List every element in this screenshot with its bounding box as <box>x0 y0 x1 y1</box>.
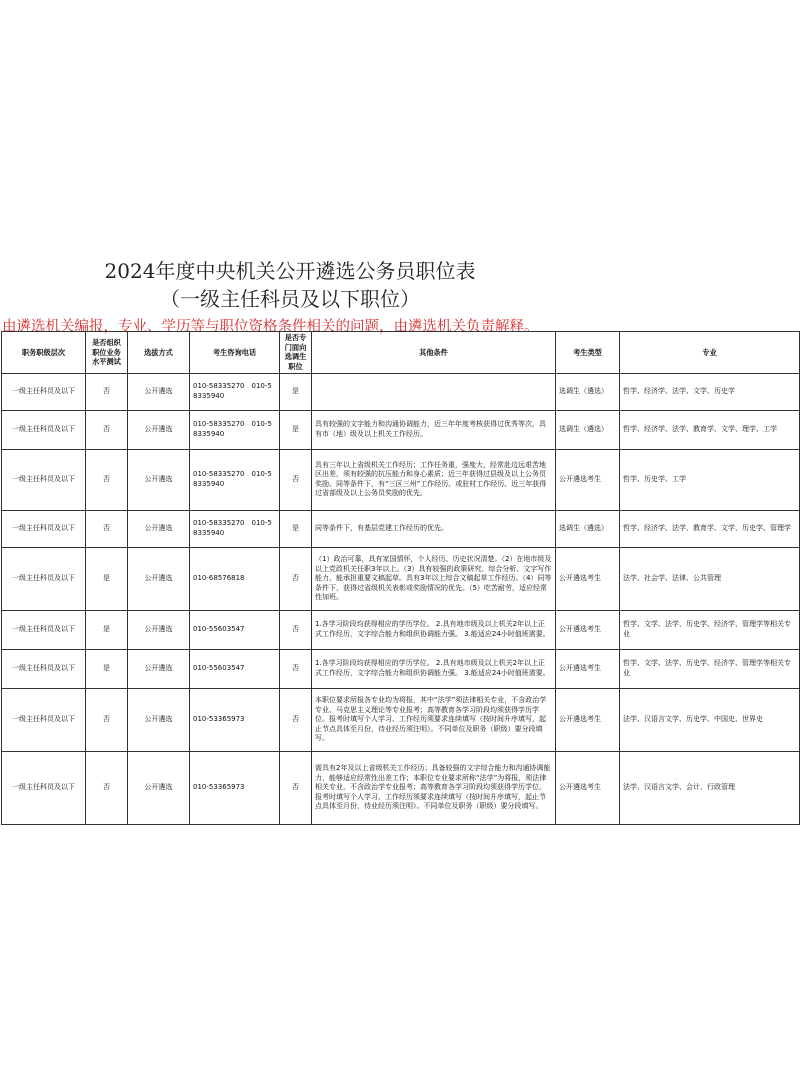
cell-test: 否 <box>86 373 128 410</box>
cell-method: 公开遴选 <box>128 510 190 547</box>
cell-method: 公开遴选 <box>128 373 190 410</box>
header-phone: 考生咨询电话 <box>190 332 280 374</box>
header-special: 是否专门面向选调生职位 <box>280 332 312 374</box>
cell-phone: 010-53365973 <box>190 751 280 824</box>
cell-special: 否 <box>280 688 312 751</box>
cell-phone: 010-53365973 <box>190 688 280 751</box>
cell-test: 是 <box>86 649 128 688</box>
cell-level: 一级主任科员及以下 <box>2 510 86 547</box>
cell-method: 公开遴选 <box>128 547 190 610</box>
cell-method: 公开遴选 <box>128 751 190 824</box>
page-title: 2024年度中央机关公开遴选公务员职位表 <box>104 259 476 283</box>
cell-type: 公开遴选考生 <box>556 649 620 688</box>
cell-type: 公开遴选考生 <box>556 449 620 510</box>
cell-level: 一级主任科员及以下 <box>2 751 86 824</box>
cell-type: 公开遴选考生 <box>556 688 620 751</box>
cell-major: 哲学、文学、法学、历史学、经济学、管理学等相关专业 <box>620 610 800 649</box>
header-test: 是否组织职位业务水平测试 <box>86 332 128 374</box>
cell-phone: 010-58335270 010-58335940 <box>190 510 280 547</box>
cell-major: 法学、社会学、法律、公共管理 <box>620 547 800 610</box>
cell-level: 一级主任科员及以下 <box>2 449 86 510</box>
cell-special: 否 <box>280 610 312 649</box>
cell-test: 否 <box>86 688 128 751</box>
cell-conditions <box>312 373 556 410</box>
cell-type: 公开遴选考生 <box>556 547 620 610</box>
cell-method: 公开遴选 <box>128 610 190 649</box>
positions-table <box>1 331 800 825</box>
header-type: 考生类型 <box>556 332 620 374</box>
cell-level: 一级主任科员及以下 <box>2 649 86 688</box>
cell-conditions: 1.各学习阶段均获得相应的学历学位。 2.具有地市级及以上机关2年以上正式工作经历，文字综合能力和组织协调能力强。 3.能适应24小时值班需要。 <box>312 649 556 688</box>
cell-type: 公开遴选考生 <box>556 610 620 649</box>
cell-conditions: 具有三年以上省级机关工作经历；工作任务重，强度大，经常赴边远艰苦地区出差，须有较强的抗压能力和身心素质；近三年获得过县级及以上公务员奖励。同等条件下，有“三区三州”工作经历、或驻村工作经历、近三年获得过省部级及以上公务员奖励的优先。 <box>312 449 556 510</box>
cell-test: 否 <box>86 449 128 510</box>
cell-type: 公开遴选考生 <box>556 751 620 824</box>
cell-major: 哲学、历史学、工学 <box>620 449 800 510</box>
cell-special: 否 <box>280 649 312 688</box>
table-row <box>2 510 800 547</box>
table-row <box>2 688 800 751</box>
cell-conditions: 本职位要求所报各专业均为将报，其中“法学”须法律相关专业，不含政治学专业、马克思主义理论等专业报考；高等教育各学习阶段均须获得学历学位。报考时填写个人学习、工作经历须要求连续填写（按时间升序填写，起止节点具体至月份，待业经历须注明）。不同单位及职务（职级）要分段填写。 <box>312 688 556 751</box>
cell-special: 否 <box>280 751 312 824</box>
table-row <box>2 649 800 688</box>
cell-test: 是 <box>86 547 128 610</box>
cell-major: 哲学、经济学、法学、教育学、文学、历史学、管理学 <box>620 510 800 547</box>
cell-level: 一级主任科员及以下 <box>2 610 86 649</box>
cell-major: 哲学、经济学、法学、文学、历史学 <box>620 373 800 410</box>
table-row <box>2 610 800 649</box>
cell-phone: 010-55603547 <box>190 649 280 688</box>
cell-test: 是 <box>86 610 128 649</box>
header-major: 专业 <box>620 332 800 374</box>
page-subtitle: （一级主任科员及以下职位） <box>160 287 420 311</box>
cell-conditions: 具有较强的文字能力和沟通协调能力，近三年年度考核获得过优秀等次，具有市（地）级及以上机关工作经历。 <box>312 410 556 449</box>
cell-special: 是 <box>280 410 312 449</box>
cell-major: 法学、汉语言文学、会计、行政管理 <box>620 751 800 824</box>
cell-test: 否 <box>86 410 128 449</box>
table-row <box>2 751 800 824</box>
table-row <box>2 449 800 510</box>
cell-test: 否 <box>86 510 128 547</box>
cell-phone: 010-55603547 <box>190 610 280 649</box>
cell-type: 选调生（遴选） <box>556 373 620 410</box>
cell-phone: 010-68576818 <box>190 547 280 610</box>
cell-special: 是 <box>280 373 312 410</box>
header-method: 选拔方式 <box>128 332 190 374</box>
cell-level: 一级主任科员及以下 <box>2 547 86 610</box>
cell-method: 公开遴选 <box>128 649 190 688</box>
cell-test: 否 <box>86 751 128 824</box>
cell-conditions: 1.各学习阶段均获得相应的学历学位。 2.具有地市级及以上机关2年以上正式工作经历，文字综合能力和组织协调能力强。 3.能适应24小时值班需要。 <box>312 610 556 649</box>
table-row <box>2 547 800 610</box>
cell-type: 选调生（遴选） <box>556 410 620 449</box>
cell-level: 一级主任科员及以下 <box>2 688 86 751</box>
cell-conditions: 需具有2年及以上省级机关工作经历；具备较强的文字综合能力和沟通协调能力，能够适应经常性出差工作；本职位专业要求所称“法学”为将报，须法律相关专业，不含政治学专业报考；高等教育各学习阶段均须获得学历学位。报考时填写个人学习、工作经历须要求连续填写（按时间升序填写，起止节点具体至月份，待业经历须注明）。不同单位及职务（职级）要分段填写。 <box>312 751 556 824</box>
cell-method: 公开遴选 <box>128 449 190 510</box>
cell-method: 公开遴选 <box>128 688 190 751</box>
cell-major: 哲学、经济学、法学、教育学、文学、理学、工学 <box>620 410 800 449</box>
cell-special: 否 <box>280 449 312 510</box>
header-conditions: 其他条件 <box>312 332 556 374</box>
cell-special: 是 <box>280 510 312 547</box>
cell-phone: 010-58335270 010-58335940 <box>190 373 280 410</box>
cell-phone: 010-58335270 010-58335940 <box>190 449 280 510</box>
cell-level: 一级主任科员及以下 <box>2 410 86 449</box>
header-level: 职务职级层次 <box>2 332 86 374</box>
table-header-row <box>2 332 800 374</box>
cell-major: 哲学、文学、法学、历史学、经济学、管理学等相关专业 <box>620 649 800 688</box>
cell-method: 公开遴选 <box>128 410 190 449</box>
cell-conditions: （1）政治可靠，具有家国情怀，个人经历、历史状况清楚。（2）在地市级及以上党政机关任职3年以上。（3）具有较强的政策研究、综合分析、文字写作能力，能承担重要文稿起草。具有3年以上综合文稿起草工作经历。（4）同等条件下，获得过省级机关表彰或奖励情况的优先。（5）吃苦耐劳，适应经常性加班。 <box>312 547 556 610</box>
cell-major: 法学、汉语言文学、历史学、中国史、世界史 <box>620 688 800 751</box>
notice-text: 由遴选机关编报，专业、学历等与职位资格条件相关的问题，由遴选机关负责解释。 <box>2 319 539 335</box>
table-row <box>2 373 800 410</box>
job-table-sheet <box>0 247 800 822</box>
cell-conditions: 同等条件下，有基层党建工作经历的优先。 <box>312 510 556 547</box>
cell-phone: 010-58335270 010-58335940 <box>190 410 280 449</box>
cell-level: 一级主任科员及以下 <box>2 373 86 410</box>
cell-type: 选调生（遴选） <box>556 510 620 547</box>
cell-special: 否 <box>280 547 312 610</box>
table-row <box>2 410 800 449</box>
